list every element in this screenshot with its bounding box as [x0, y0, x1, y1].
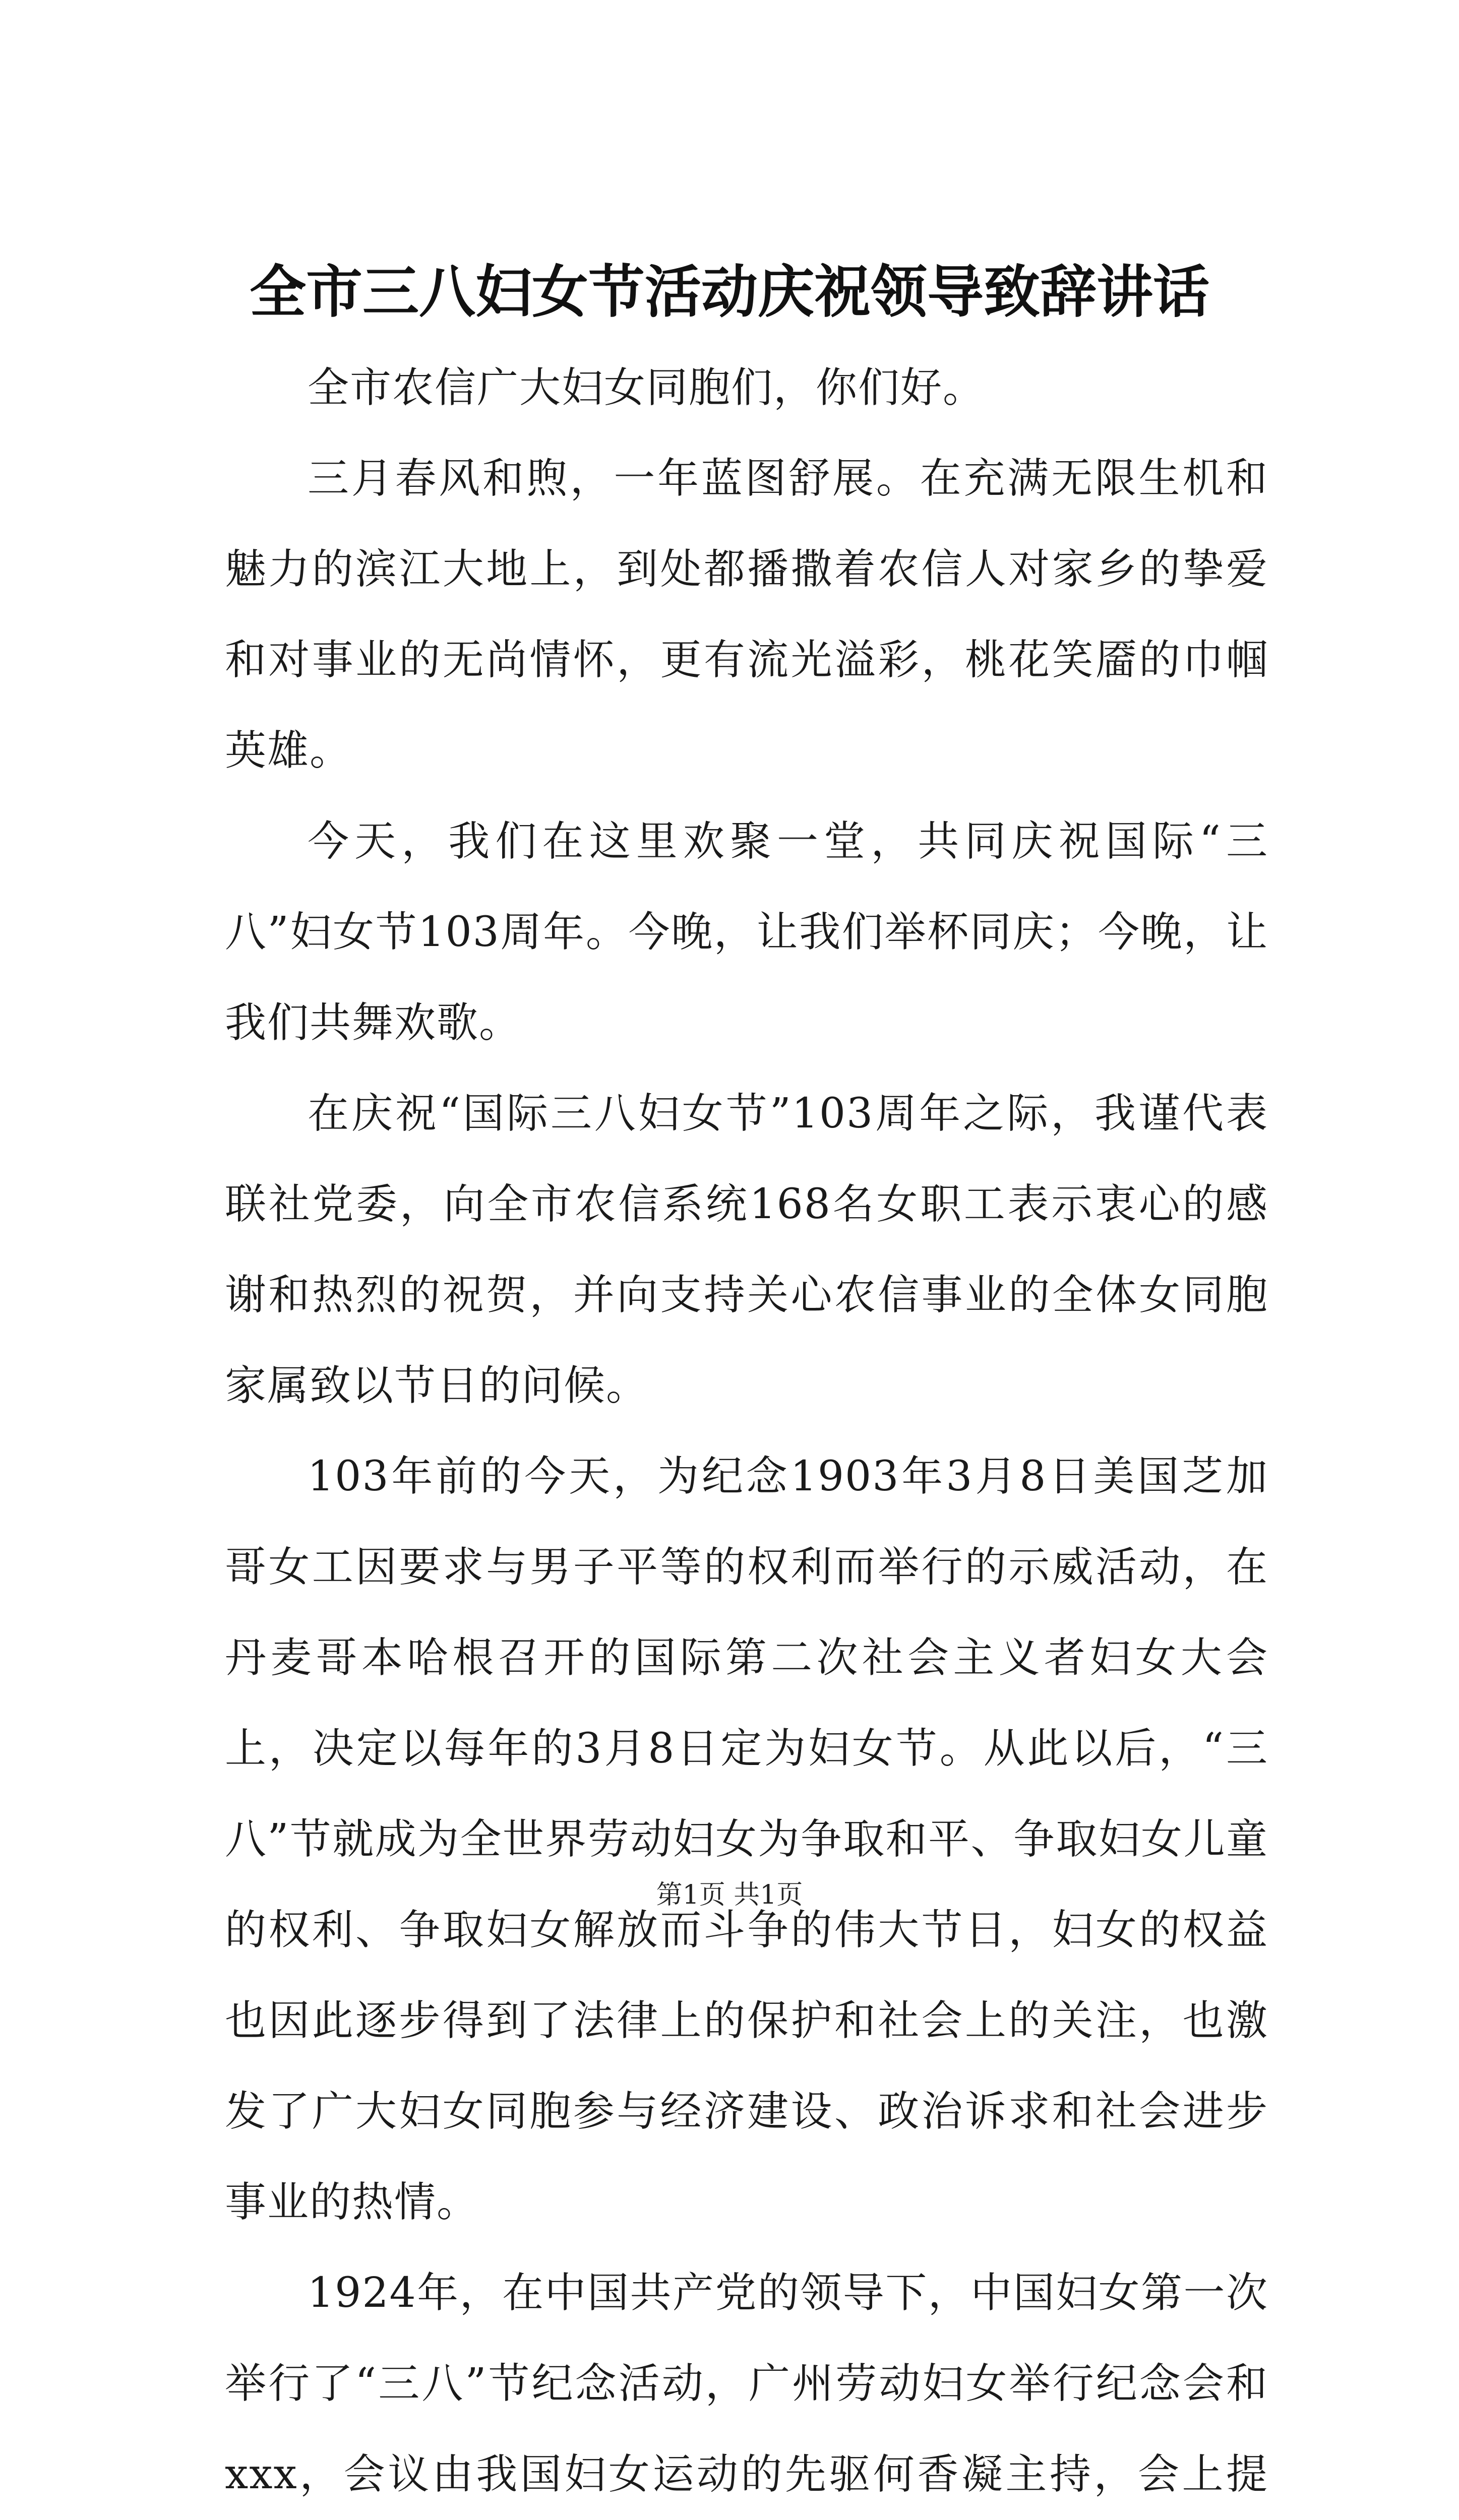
page-footer: 第1页 共1页	[656, 1880, 803, 1910]
paragraph-celebration: 今天，我们在这里欢聚一堂，共同庆祝国际“三八”妇女节103周年。今晚，让我们举杯同庆；今晚，让我们共舞欢歌。	[225, 817, 1268, 1047]
paragraph-thanks: 在庆祝“国际三八妇女节”103周年之际，我谨代表联社党委，向全市农信系统168名女职工表示衷心的感谢和热烈的祝贺，并向支持关心农信事业的全体女同胞家属致以节日的问候。	[225, 1090, 1268, 1410]
paragraph-history: 103年前的今天，为纪念1903年3月8日美国芝加哥女工因要求与男子平等的权利而举行的示威活动，在丹麦哥本哈根召开的国际第二次社会主义者妇女大会上，决定以每年的3月8日定为妇女节。从此以后，“三八”节就成为全世界劳动妇女为争取和平、争取妇女儿童的权利、争取妇女解放而斗争的伟大节日，妇女的权益也因此逐步得到了法律上的保护和社会上的关注，也激发了广大妇女同胞参与经济建设、政治诉求和社会进步事业的热情。	[225, 1453, 1268, 2226]
paragraph-1924: 1924年，在中国共产党的领导下，中国妇女第一次举行了“三八”节纪念活动，广州劳动妇女举行纪念会和xxx，会议由我国妇女运动的先驱何香凝主持，会上提	[225, 2269, 1268, 2498]
paragraph-spring: 三月春风和煦，一年蓝图舒展。在充满无限生机和魅力的滨江大地上，到处都播撒着农信人对家乡的挚爱和对事业的无尚情怀，更有流光溢彩，桃花笑靥的巾帼英雄。	[225, 455, 1268, 775]
document-body	[225, 343, 1268, 2520]
paragraph-greeting: 全市农信广大妇女同胞们，你们好。	[308, 364, 986, 412]
document-title: 全市三八妇女节活动庆祝领导致辞讲话	[250, 259, 1209, 325]
